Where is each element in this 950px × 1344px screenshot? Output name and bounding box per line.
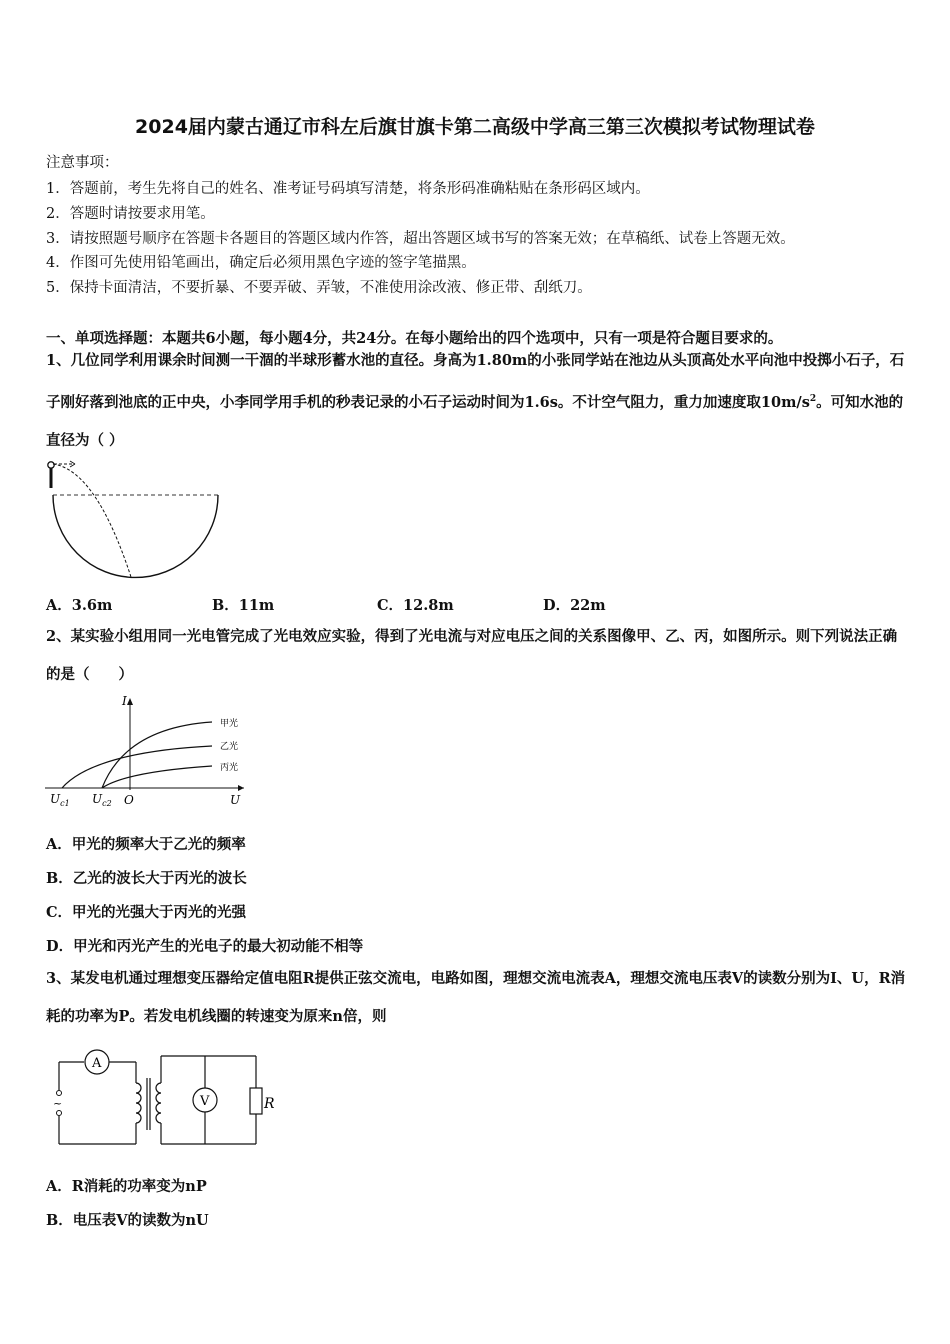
y-axis-label: I: [122, 694, 127, 708]
uc1-label: $U_{c1}$: [50, 792, 70, 808]
option-d: D．甲光和丙光产生的光电子的最大初动能不相等: [46, 938, 364, 955]
option-c: C．12.8m: [377, 597, 454, 614]
option-d: D．22m: [543, 597, 606, 614]
photocurrent-graph: [42, 690, 252, 812]
option-a: A．3.6m: [46, 597, 113, 614]
circuit-diagram: [50, 1040, 280, 1150]
notice-heading: 注意事项：: [46, 155, 119, 171]
question-2-text: 2、某实验小组用同一光电管完成了光电效应实验，得到了光电流与对应电压之间的关系图像甲、乙、丙，如图所示。则下列说法正确的是（ ）: [46, 628, 898, 683]
uc2-label: $U_{c2}$: [92, 792, 112, 808]
option-b: B．乙光的波长大于丙光的波长: [46, 870, 247, 887]
curve-label-jia: 甲光: [220, 719, 239, 729]
pool-diagram: [44, 458, 224, 583]
primary-coil-icon: [136, 1083, 141, 1123]
option-c: C．甲光的光强大于丙光的光强: [46, 904, 247, 921]
svg-text:V: V: [200, 1094, 210, 1109]
option-b: B．11m: [212, 597, 275, 614]
question-3-text: 3、某发电机通过理想变压器给定值电阻R提供正弦交流电，电路如图，理想交流电流表A，理想交流电压表V的读数分别为I、U，R消耗的功率为P。若发电机线圈的转速变为原来n倍，则: [46, 970, 906, 1025]
svg-text:A: A: [92, 1056, 102, 1071]
notice-item: 5．保持卡面清洁，不要折暴、不要弄破、弄皱，不准使用涂改液、修正带、刮纸刀。: [46, 280, 592, 296]
option-b: B．电压表V的读数为nU: [46, 1212, 209, 1229]
notice-item: 1．答题前，考生先将自己的姓名、准考证号码填写清楚，将条形码准确粘贴在条形码区域内。: [46, 181, 650, 197]
notice-item: 3．请按照题号顺序在答题卡各题目的答题区域内作答，超出答题区域书写的答案无效；在草稿纸、试卷上答题无效。: [46, 231, 795, 247]
origin-label: O: [124, 793, 134, 807]
resistor-icon: [250, 1088, 262, 1114]
secondary-coil-icon: [156, 1083, 161, 1123]
option-a: A．R消耗的功率变为nP: [46, 1178, 207, 1195]
notice-item: 4．作图可先使用铅笔画出，确定后必须用黑色字迹的签字笔描黑。: [46, 255, 476, 271]
option-a: A．甲光的频率大于乙光的频率: [46, 836, 246, 853]
x-axis-label: U: [230, 793, 241, 807]
curve-jia: [102, 722, 212, 788]
curve-label-yi: 乙光: [220, 742, 239, 752]
page-title: 2024届内蒙古通辽市科左后旗甘旗卡第二高级中学高三第三次模拟考试物理试卷: [135, 116, 815, 138]
question-1-text: 1、几位同学利用课余时间测一干涸的半球形蓄水池的直径。身高为1.80m的小张同学站在池边从头顶高处水平向池中投掷小石子，石子刚好落到池底的正中央，小李同学用手机的秒表记录的小石子运动时间为1.6s。不计空气阻力，重力加速度取$10m/s^2$。可知水池的直径为（ ）: [46, 352, 905, 449]
svg-text:R: R: [264, 1096, 275, 1112]
curve-yi: [62, 746, 212, 788]
notice-item: 2．答题时请按要求用笔。: [46, 206, 215, 222]
curve-label-bing: 丙光: [220, 763, 239, 773]
curve-bing: [102, 766, 212, 788]
section-heading: 一、单项选择题：本题共6小题，每小题4分，共24分。在每小题给出的四个选项中，只有一项是符合题目要求的。: [46, 330, 783, 347]
ac-source-icon: ~: [53, 1097, 63, 1110]
